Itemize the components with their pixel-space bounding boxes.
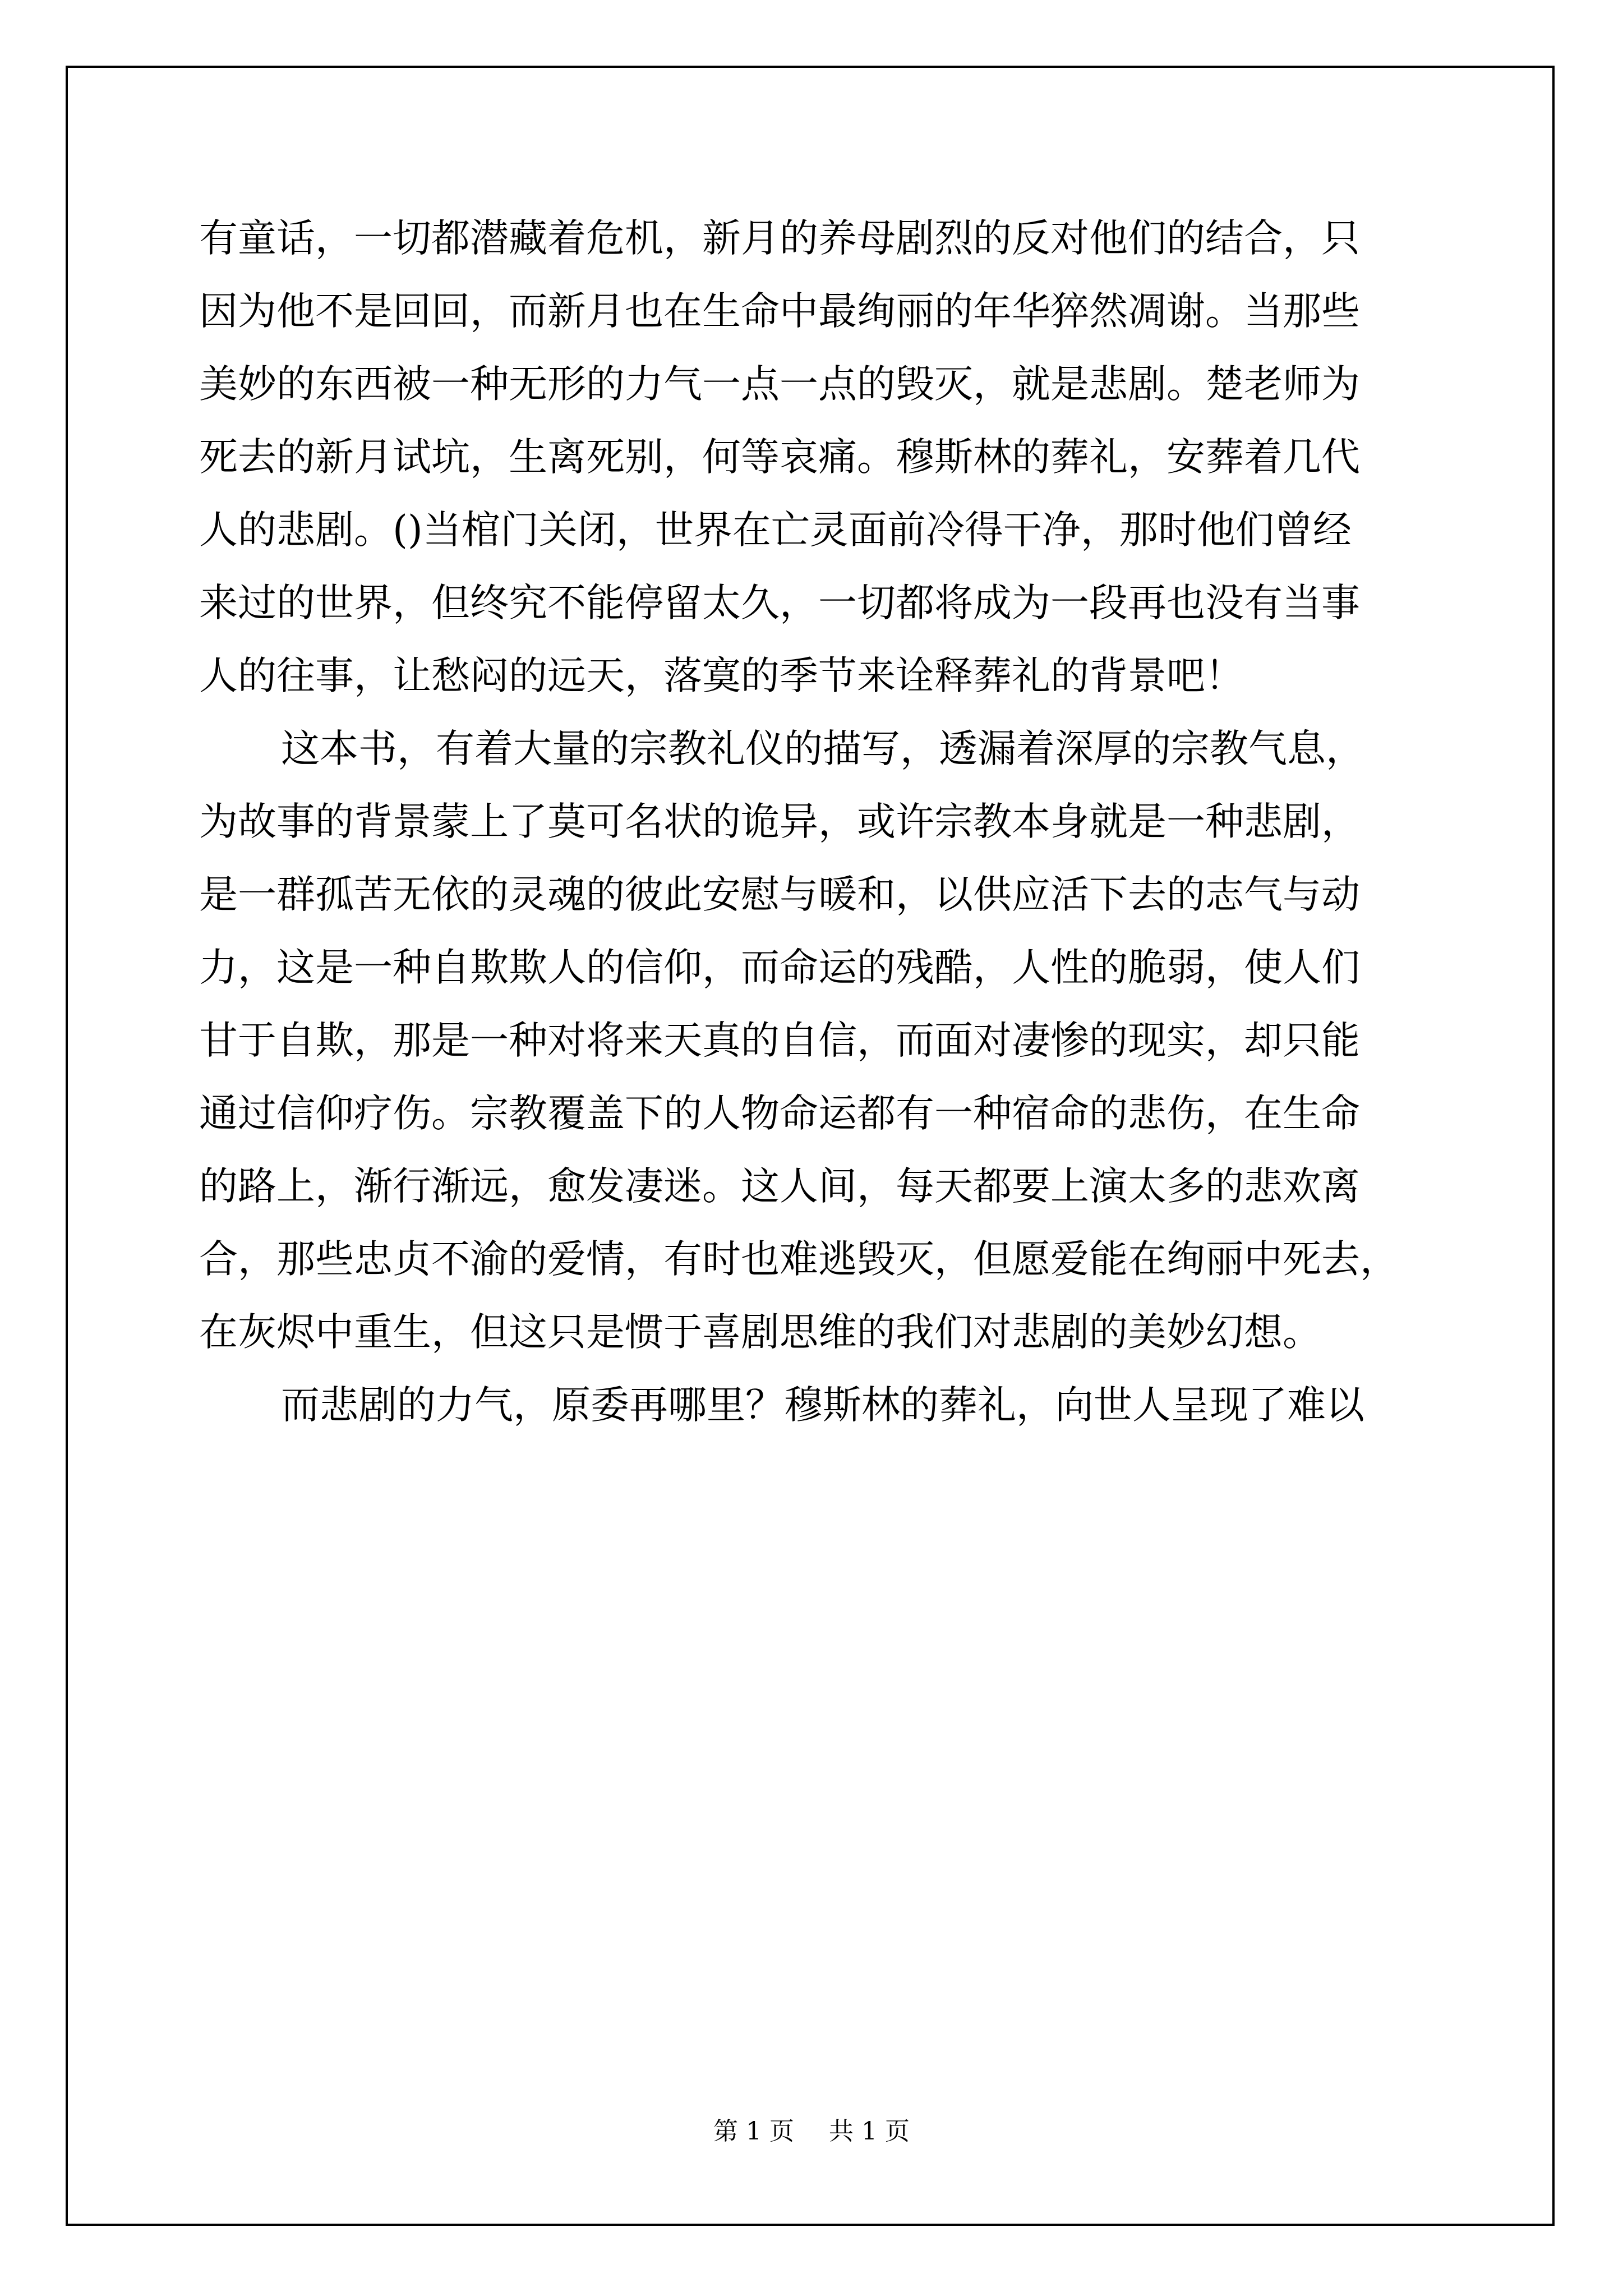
text-line: 死去的新月试坑，生离死别，何等哀痛。穆斯林的葬礼，安葬着几代 [199, 435, 1360, 480]
text-line: 美妙的东西被一种无形的力气一点一点的毁灭，就是悲剧。楚老师为 [199, 362, 1360, 407]
text-line: 通过信仰疗伤。宗教覆盖下的人物命运都有一种宿命的悲伤，在生命 [199, 1091, 1360, 1136]
paragraph-start-line: 而悲剧的力气，原委再哪里？穆斯林的葬礼，向世人呈现了难以 [281, 1383, 1364, 1428]
text-line: 因为他不是回回，而新月也在生命中最绚丽的年华猝然凋谢。当那些 [199, 289, 1360, 334]
text-line: 在灰烬中重生，但这只是惯于喜剧思维的我们对悲剧的美妙幻想。 [199, 1310, 1321, 1355]
page-footer [0, 2115, 1623, 2148]
page-total: 共 1 页 [829, 2117, 910, 2146]
page-number: 第 1 页 [713, 2117, 794, 2146]
document-body [199, 202, 1422, 1442]
text-line: 是一群孤苦无依的灵魂的彼此安慰与暖和，以供应活下去的志气与动 [199, 872, 1360, 917]
paragraph-start-line: 这本书，有着大量的宗教礼仪的描写，透漏着深厚的宗教气息， [281, 726, 1364, 771]
text-line: 力，这是一种自欺欺人的信仰，而命运的残酷，人性的脆弱，使人们 [199, 945, 1360, 990]
text-line: 来过的世界，但终究不能停留太久，一切都将成为一段再也没有当事 [199, 581, 1360, 625]
text-line: 合，那些忠贞不渝的爱情，有时也难逃毁灭，但愿爱能在绚丽中死去， [199, 1237, 1399, 1282]
text-line: 有童话，一切都潜藏着危机，新月的养母剧烈的反对他们的结合，只 [199, 216, 1360, 261]
text-line: 的路上，渐行渐远，愈发凄迷。这人间，每天都要上演太多的悲欢离 [199, 1164, 1360, 1209]
text-line: 人的往事，让愁闷的远天，落寞的季节来诠释葬礼的背景吧！ [199, 654, 1244, 698]
text-line: 为故事的背景蒙上了莫可名状的诡异，或许宗教本身就是一种悲剧， [199, 799, 1360, 844]
text-line: 人的悲剧。()当棺门关闭，世界在亡灵面前冷得干净，那时他们曾经 [199, 508, 1352, 553]
text-line: 甘于自欺，那是一种对将来天真的自信，而面对凄惨的现实，却只能 [199, 1018, 1360, 1063]
